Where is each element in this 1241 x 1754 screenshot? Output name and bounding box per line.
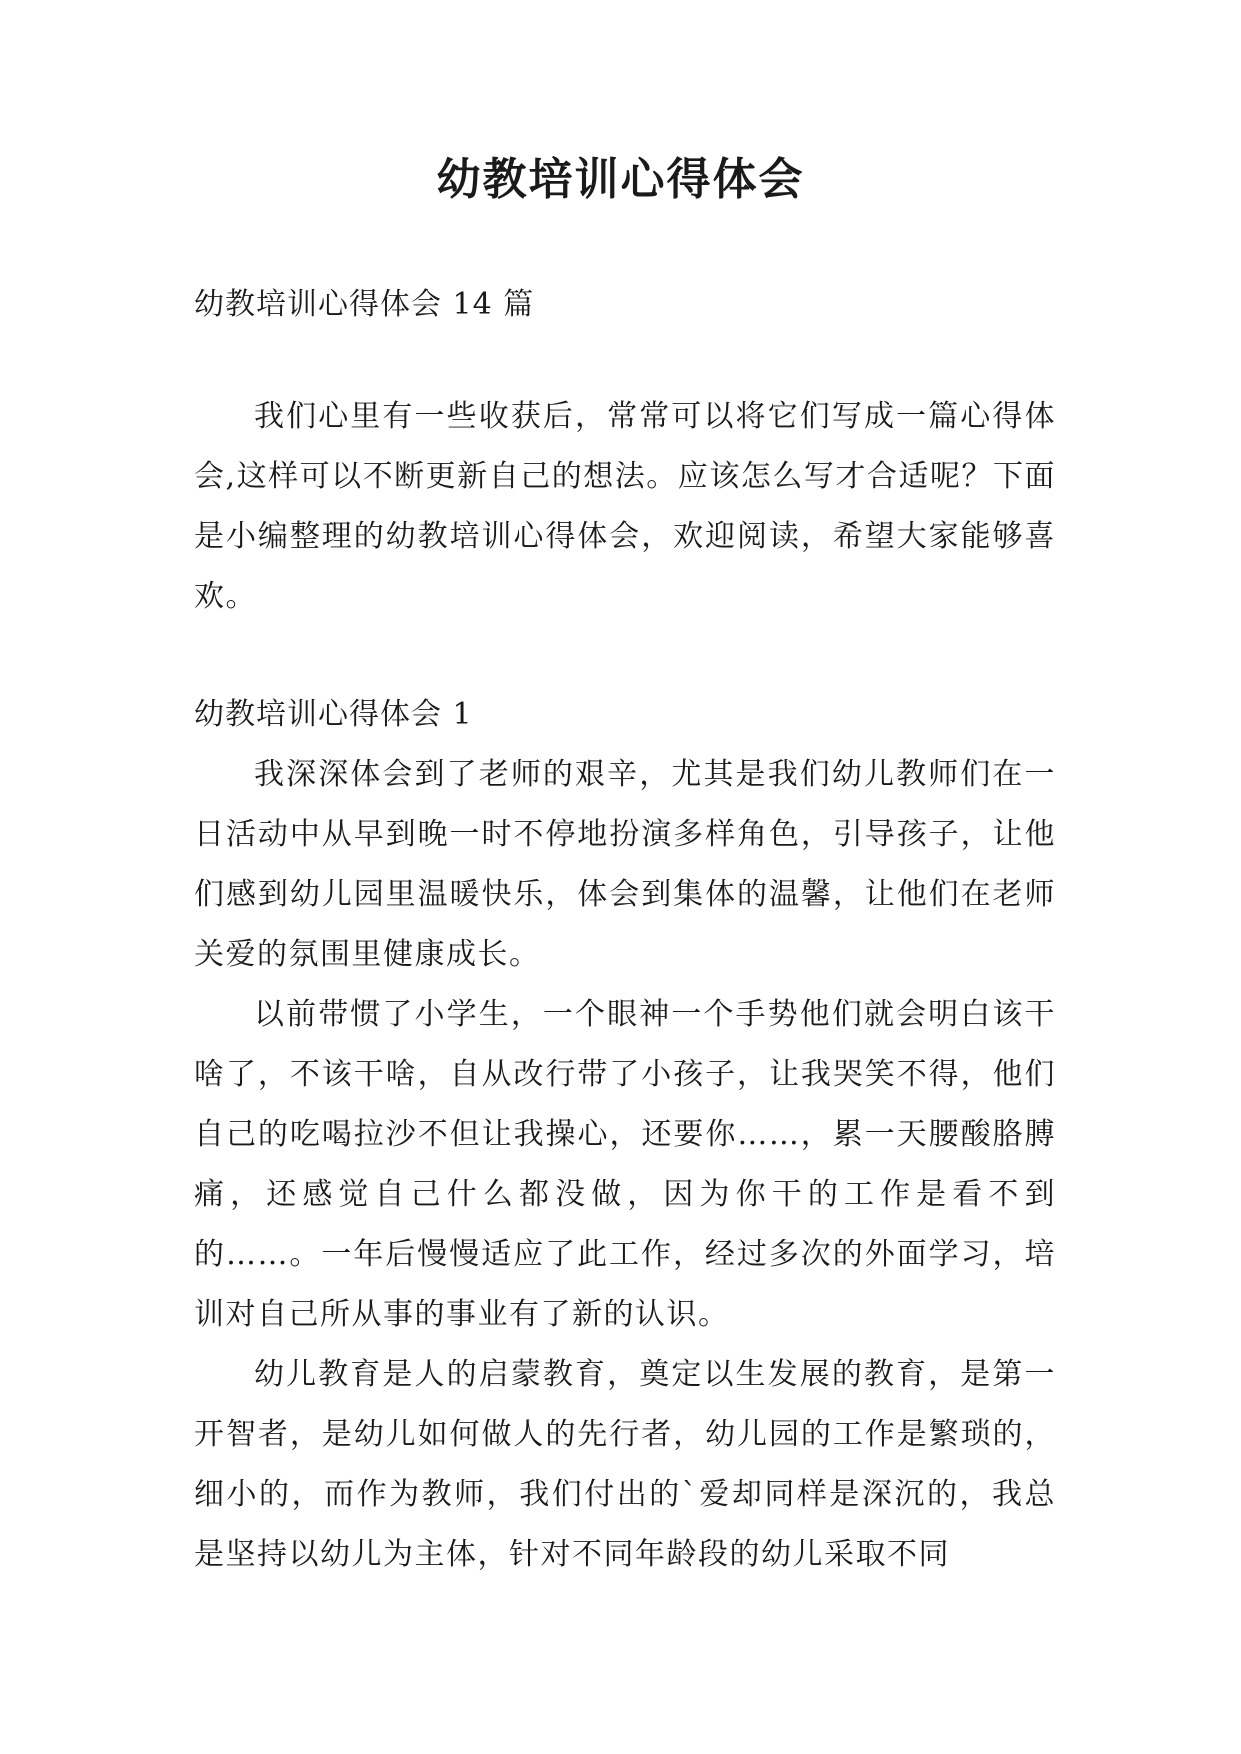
document-body xyxy=(194,285,1056,1585)
section-heading: 幼教培训心得体会 1 xyxy=(194,697,473,732)
body-paragraph: 我深深体会到了老师的艰辛，尤其是我们幼儿教师们在一日活动中从早到晚一时不停地扮演多样角色，引导孩子，让他们感到幼儿园里温暖快乐，体会到集体的温馨，让他们在老师关爱的氛围里健康成长。 xyxy=(194,757,1056,972)
body-paragraph: 幼儿教育是人的启蒙教育，奠定以生发展的教育，是第一开智者，是幼儿如何做人的先行者，幼儿园的工作是繁琐的，细小的，而作为教师，我们付出的`爱却同样是深沉的，我总是坚持以幼儿为主体，针对不同年龄段的幼儿采取不同 xyxy=(194,1357,1056,1572)
document-title: 幼教培训心得体会 xyxy=(436,154,805,205)
body-paragraph: 以前带惯了小学生，一个眼神一个手势他们就会明白该干啥了，不该干啥，自从改行带了小孩子，让我哭笑不得，他们自己的吃喝拉沙不但让我操心，还要你……，累一天腰酸胳膊痛，还感觉自己什么都没做，因为你干的工作是看不到的……。一年后慢慢适应了此工作，经过多次的外面学习，培训对自己所从事的事业有了新的认识。 xyxy=(194,997,1056,1332)
intro-paragraph: 我们心里有一些收获后，常常可以将它们写成一篇心得体会,这样可以不断更新自己的想法。应该怎么写才合适呢？下面是小编整理的幼教培训心得体会，欢迎阅读，希望大家能够喜欢。 xyxy=(194,399,1056,614)
document-subtitle: 幼教培训心得体会 14 篇 xyxy=(194,287,535,322)
